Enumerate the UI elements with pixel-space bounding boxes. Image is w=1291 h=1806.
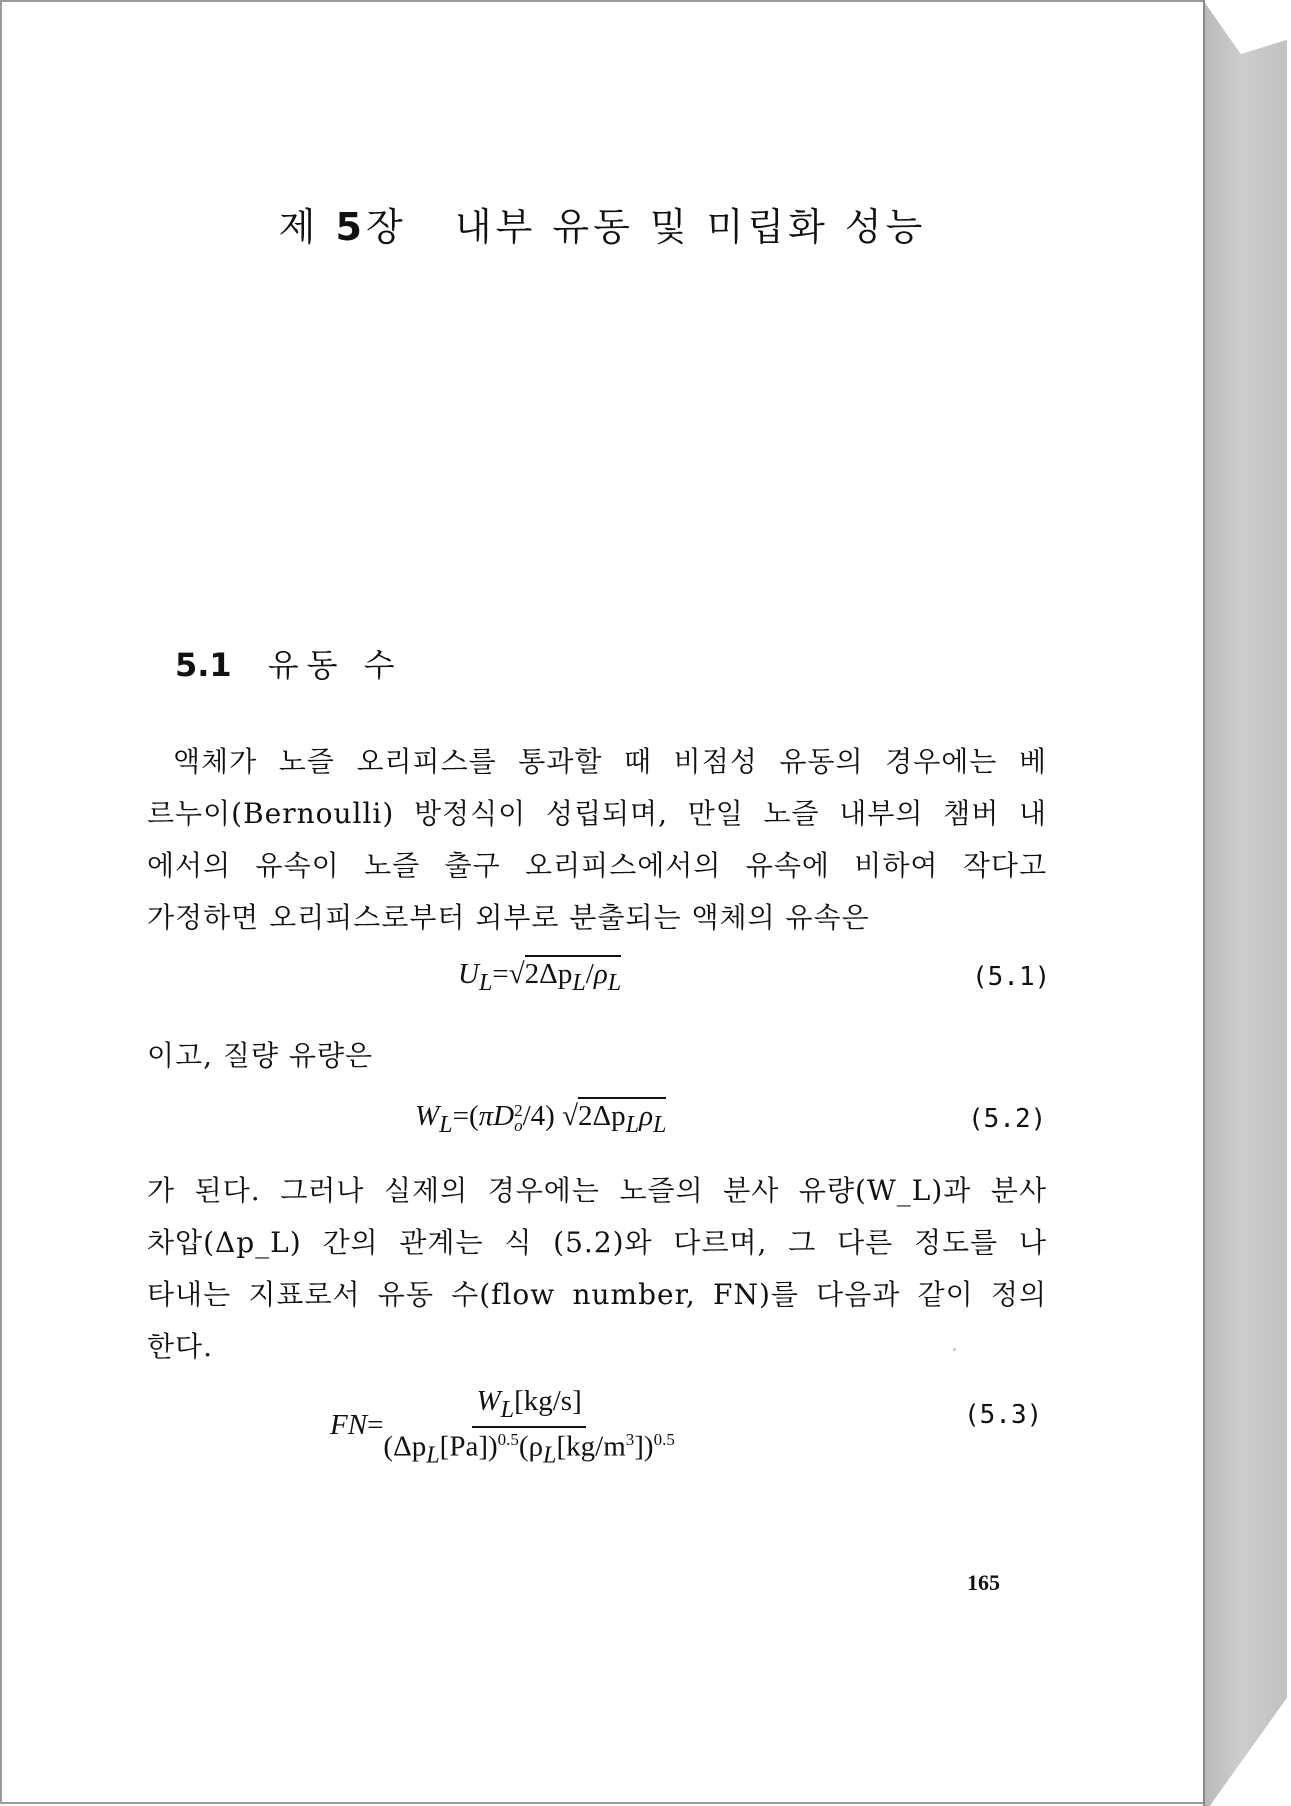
eq2-equals: = xyxy=(452,1100,469,1132)
eq1-sqrt-sub: L xyxy=(572,968,586,996)
eq3-den-part1: (Δp xyxy=(383,1430,427,1463)
paragraph-line: 타내는 지표로서 유동 수(flow number, FN)를 다음과 같이 정의 xyxy=(147,1278,1047,1311)
page-number: 165 xyxy=(967,1570,1000,1595)
paragraph-line: 가정하면 오리피스로부터 외부로 분출되는 액체의 유속은 xyxy=(147,901,870,934)
eq3-den-part1-sub: L xyxy=(426,1441,440,1469)
book-spine-shading xyxy=(1203,0,1287,1806)
eq2-d: D xyxy=(493,1100,515,1132)
chapter-title xyxy=(0,196,1205,251)
paragraph-line: 차압(Δp_L) 간의 관계는 식 (5.2)와 다르며, 그 다른 정도를 나 xyxy=(147,1226,1047,1259)
sqrt-sign: √ xyxy=(508,958,525,990)
section-title: 유동 수 xyxy=(267,646,403,684)
eq2-rho-sub: L xyxy=(653,1110,667,1138)
eq3-den-part2-unit: [kg/m xyxy=(556,1430,626,1463)
eq3-equals: = xyxy=(367,1408,384,1441)
eq3-den-part2-sub: L xyxy=(543,1441,557,1469)
eq2-d-scripts xyxy=(514,1101,523,1136)
equation-number-5-2: (5.2) xyxy=(968,1104,1047,1134)
eq2-lhs: W xyxy=(415,1100,440,1132)
equation-5-3 xyxy=(330,1385,675,1469)
eq2-rho: ρ xyxy=(639,1100,654,1132)
paragraph-line: 르누이(Bernoulli) 방정식이 성립되며, 만일 노즐 내부의 챔버 내 xyxy=(147,797,1047,830)
eq1-rho-sub: L xyxy=(607,968,622,996)
equation-5-1 xyxy=(458,958,621,997)
chapter-suffix: 장 xyxy=(365,205,407,249)
paragraph-line: 이고, 질량 유량은 xyxy=(147,1039,374,1072)
eq3-lhs: FN xyxy=(330,1408,368,1441)
eq3-den-part1-unit: [Pa]) xyxy=(439,1430,498,1463)
eq3-num-w: W xyxy=(476,1385,501,1417)
chapter-title-text: 내부 유동 및 미립화 성능 xyxy=(454,205,927,249)
eq2-lhs-sub: L xyxy=(439,1110,453,1138)
sqrt-sign: √ xyxy=(562,1100,579,1132)
eq3-num-w-sub: L xyxy=(500,1395,515,1423)
eq3-den-exp2: 0.5 xyxy=(653,1429,675,1449)
eq2-paren-open: ( xyxy=(468,1100,479,1132)
chapter-prefix: 제 xyxy=(278,205,320,249)
eq3-den-exp1: 0.5 xyxy=(497,1429,519,1449)
eq3-numerator xyxy=(472,1385,585,1428)
paragraph-line: 액체가 노즐 오리피스를 통과할 때 비점성 유동의 경우에는 베 xyxy=(173,745,1047,778)
eq1-slash: / xyxy=(585,958,594,990)
paragraph-flow-number-definition xyxy=(147,1165,1047,1373)
eq3-den-part2: (ρ xyxy=(518,1430,544,1463)
eq2-sqrt-sub: L xyxy=(625,1110,640,1138)
eq3-den-part2-sup: 3 xyxy=(625,1429,635,1449)
eq1-lhs-sub: L xyxy=(478,968,493,996)
eq2-div: /4) xyxy=(522,1100,555,1132)
paper-speck xyxy=(953,1348,956,1351)
paragraph-mass-flow xyxy=(147,1030,1047,1082)
eq3-fraction xyxy=(383,1385,674,1469)
eq2-sqrt-body: 2Δp xyxy=(578,1100,626,1132)
eq3-num-unit: [kg/s] xyxy=(514,1385,582,1417)
paragraph-bernoulli xyxy=(147,736,1047,944)
eq2-pi: π xyxy=(478,1100,494,1132)
eq1-equals: = xyxy=(492,958,509,990)
eq2-radicand xyxy=(578,1097,667,1138)
eq1-radicand xyxy=(524,955,622,996)
equation-number-5-1: (5.1) xyxy=(972,962,1051,992)
equation-5-2 xyxy=(415,1100,666,1139)
eq3-denominator xyxy=(383,1428,674,1469)
eq2-d-sub: o xyxy=(514,1116,523,1136)
paragraph-line: 에서의 유속이 노즐 출구 오리피스에서의 유속에 비하여 작다고 xyxy=(147,849,1047,882)
paragraph-line: 가 된다. 그러나 실제의 경우에는 노즐의 분사 유량(W_L)과 분사 xyxy=(147,1174,1047,1207)
section-number: 5.1 xyxy=(175,646,232,684)
eq1-sqrt-body: 2Δp xyxy=(524,958,573,990)
section-heading xyxy=(175,640,403,686)
paragraph-line: 한다. xyxy=(147,1330,213,1363)
chapter-number: 5 xyxy=(335,205,366,249)
book-spine-edge xyxy=(1203,0,1205,1806)
equation-number-5-3: (5.3) xyxy=(964,1400,1043,1430)
eq1-lhs: U xyxy=(458,958,479,990)
eq3-den-part2-close: ]) xyxy=(634,1430,654,1463)
eq1-rho: ρ xyxy=(593,958,608,990)
eq2-d-sup: 2 xyxy=(514,1101,523,1121)
